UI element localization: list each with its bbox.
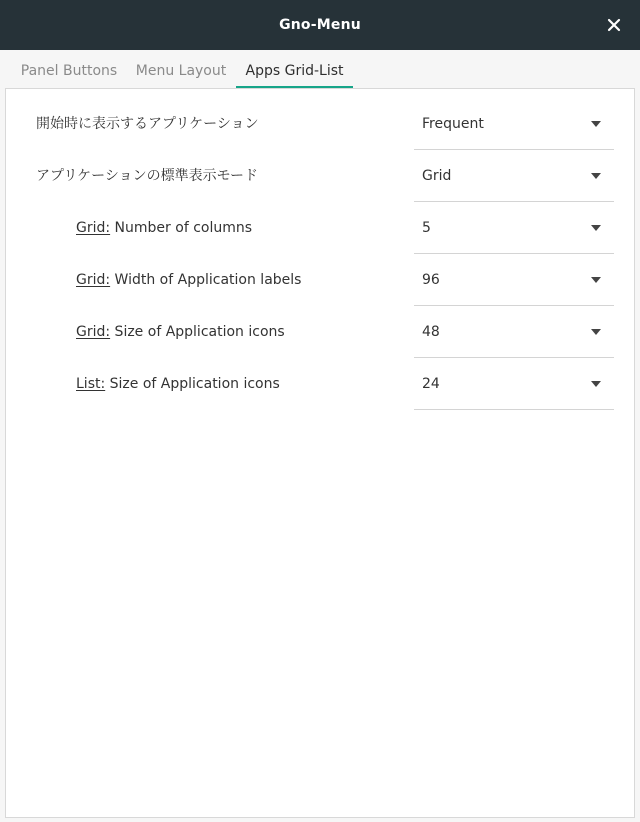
setting-row-grid-label-width [6,254,634,306]
chevron-down-icon [590,120,602,128]
title-bar [0,0,640,50]
chevron-down-icon [590,224,602,232]
settings-panel [5,88,635,818]
dropdown-value: 5 [422,220,431,236]
list-icon-size-dropdown[interactable] [414,358,614,410]
setting-label-prefix: Grid: [76,272,111,288]
close-icon [602,13,626,37]
setting-label [36,98,259,150]
dropdown-value: 24 [422,376,440,392]
dropdown-value: 48 [422,324,440,340]
startup-apps-dropdown[interactable] [414,98,614,150]
setting-label [36,150,258,202]
grid-label-width-dropdown[interactable] [414,254,614,306]
setting-label-text: アプリケーションの標準表示モード [36,168,259,184]
chevron-down-icon [590,172,602,180]
tab-apps-grid-list[interactable]: Apps Grid-List [236,50,353,88]
setting-label-prefix: List: [76,376,106,392]
dropdown-value: Grid [422,168,452,184]
setting-label-text: 開始時に表示するアプリケーション [36,116,259,132]
chevron-down-icon [590,276,602,284]
grid-columns-dropdown[interactable] [414,202,614,254]
setting-label-prefix: Grid: [76,220,111,236]
grid-icon-size-dropdown[interactable] [414,306,614,358]
tab-panel-buttons[interactable]: Panel Buttons [20,63,118,79]
setting-label-text: Number of columns [110,220,253,236]
setting-label-text: Size of Application icons [105,376,280,392]
window-title: Gno-Menu [279,17,361,33]
close-button[interactable] [602,13,626,37]
setting-label [76,306,285,358]
dropdown-value: 96 [422,272,440,288]
setting-row-grid-icon-size [6,306,634,358]
setting-label-text: Size of Application icons [110,324,285,340]
setting-row-startup-apps [6,98,634,150]
default-view-mode-dropdown[interactable] [414,150,614,202]
setting-label [76,358,280,410]
chevron-down-icon [590,380,602,388]
setting-row-default-view-mode [6,150,634,202]
setting-label-prefix: Grid: [76,324,111,340]
setting-row-list-icon-size [6,358,634,410]
setting-label [76,202,252,254]
chevron-down-icon [590,328,602,336]
setting-row-grid-columns [6,202,634,254]
tab-menu-layout[interactable]: Menu Layout [135,63,227,79]
tab-bar [0,50,640,88]
setting-label-text: Width of Application labels [110,272,302,288]
setting-label [76,254,301,306]
dropdown-value: Frequent [422,116,484,132]
